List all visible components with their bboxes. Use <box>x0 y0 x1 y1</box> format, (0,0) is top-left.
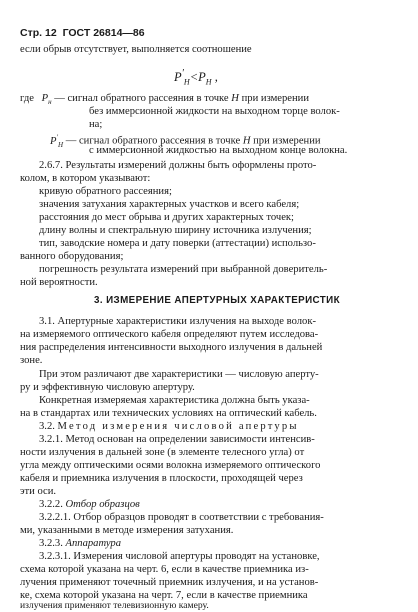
text-line: 3.1. Апертурные характеристики излучения на выходе волок- <box>39 316 317 327</box>
definition-line: $P'_H$ — сигнал обратного рассеяния в точке H при измерении <box>50 133 321 149</box>
section-heading: 3. ИЗМЕРЕНИЕ АПЕРТУРНЫХ ХАРАКТЕРИСТИК <box>94 295 340 306</box>
subsection-heading: 3.2. Метод измерения числовой апертуры <box>39 421 299 432</box>
standard-number: ГОСТ 26814—86 <box>62 27 145 39</box>
text-line: без иммерсионной жидкости на выходном торце волок- <box>89 106 340 117</box>
text-line: 3.2.1. Метод основан на определении зависимости интенсив- <box>39 434 315 445</box>
formula: $P'_H<P_H$ , <box>174 68 218 87</box>
text-line: ванного оборудования; <box>20 251 124 262</box>
text-line: Конкретная измеряемая характеристика должна быть указа- <box>39 395 310 406</box>
text-line: с иммерсионной жидкостью на выходном конце волокна. <box>89 145 348 156</box>
text-line: ру и эффективную числовую апертуру. <box>20 382 195 393</box>
page-number: Стр. 12 <box>20 27 57 39</box>
text-line: 3.2.2.1. Отбор образцов проводят в соответствии с требования- <box>39 512 324 523</box>
text-line: При этом различают две характеристики — числовую аперту- <box>39 369 319 380</box>
text-line: угла между оптическими осями волокна измеряемого оптического <box>20 460 321 471</box>
text-line: колом, в котором указывают: <box>20 173 151 184</box>
text-line: ния распределения интенсивности выходного излучения в дальней <box>20 342 323 353</box>
text-line: схема которой указана на черт. 6, если в качестве приемника из- <box>20 564 309 575</box>
text-line: на измеряемого оптического кабеля определяют путем исследова- <box>20 329 319 340</box>
text-line: 3.2.3.1. Измерения числовой апертуры проводят на установке, <box>39 551 320 562</box>
text-line: тип, заводские номера и дату поверки (аттестации) использо- <box>39 238 316 249</box>
text-line: лучения применяют точечный приемник излучения, и на установ- <box>20 577 319 588</box>
text-line: 2.6.7. Результаты измерений должны быть оформлены прото- <box>39 160 317 171</box>
text-line: ми, указанными в методе измерения затухания. <box>20 525 234 536</box>
text-line: значения затухания характерных участков и всего кабеля; <box>39 199 300 210</box>
text-line: на в стандартах или технических условиях на оптический кабель. <box>20 408 317 419</box>
text-line: если обрыв отсутствует, выполняется соотношение <box>20 44 252 55</box>
text-line: на; <box>89 119 103 130</box>
page-header <box>20 27 148 39</box>
text-line: зоне. <box>20 355 43 366</box>
text-line: погрешность результата измерений при выбранной доверитель- <box>39 264 328 275</box>
text-line: расстояния до мест обрыва и других характерных точек; <box>39 212 294 223</box>
text-line: длину волны и спектральную ширину источника излучения; <box>39 225 312 236</box>
text-line: эти оси. <box>20 486 57 497</box>
text-line: излучения применяют телевизионную камеру. <box>20 600 209 611</box>
text-line: ной вероятности. <box>20 277 98 288</box>
text-line: ности излучения в дальней зоне (в элементе телесного угла) от <box>20 447 305 458</box>
subsection-heading: 3.2.3. Аппаратура <box>39 538 121 549</box>
text-line: кривую обратного рассеяния; <box>39 186 172 197</box>
text-line: кабеля и приемника излучения в плоскости, проходящей через <box>20 473 303 484</box>
subsection-heading: 3.2.2. Отбор образцов <box>39 499 140 510</box>
text-line: ке, схема которой указана на черт. 7, если в качестве приемника <box>20 590 308 601</box>
definition-line: где $P_н$ — сигнал обратного рассеяния в точке H при измерении <box>20 93 310 107</box>
